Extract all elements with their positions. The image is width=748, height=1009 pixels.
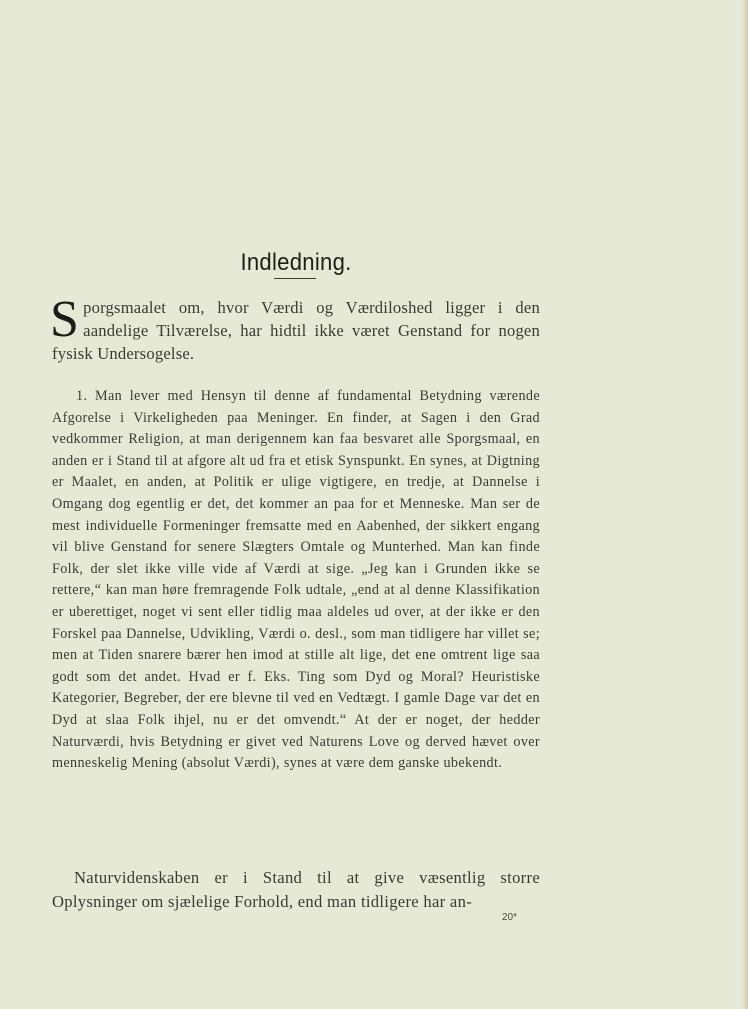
chapter-title: Indledning.: [240, 249, 352, 277]
title-divider: [274, 278, 316, 279]
drop-cap: S: [50, 291, 80, 348]
closing-text: Naturvidenskaben er i Stand til at give væsentlig storre Oplysninger om sjælelige Forhold, end man tidligere har an-: [52, 868, 540, 911]
page-edge-shadow: [742, 0, 748, 1009]
intro-paragraph: [50, 291, 540, 365]
intro-text: porgsmaalet om, hvor Værdi og Værdiloshed ligger i den aandelige Tilværelse, har hidtil ikke været Genstand for nogen fysisk Undersogelse.: [52, 298, 540, 363]
signature-mark: 20*: [502, 912, 518, 923]
closing-paragraph: [52, 866, 540, 914]
section-1: [52, 386, 540, 775]
section-1-paragraph: 1. Man lever med Hensyn til denne af fundamental Betydning værende Afgorelse i Virkeligheden paa Meninger. En finder, at Sagen i den Grad vedkommer Religion, at man derigennem kan faa besvaret alle Sporgsmaal, en anden er i Stand til at afgore alt ud fra et etisk Synspunkt. En synes, at Digtning er Maalet, en anden, at Politik er ulige vigtigere, en tredje, at Dannelse i Omgang dog egentlig er det, det kommer an paa for et Menneske. Man ser de mest individuelle Formeninger fremsatte med en Aabenhed, der sikkert engang vil blive Genstand for senere Slægters Omtale og Munterhed. Man kan finde Folk, der slet ikke ville vide af Værdi at sige. „Jeg kan i Grunden ikke se rettere,“ kan man høre fremragende Folk udtale, „end at al denne Klassifikation er uberettiget, noget vi sent eller tidlig maa aldeles ud over, at der ikke er den Forskel paa Dannelse, Udvikling, Værdi o. desl., som man tidligere har villet se; men at Tiden snarere bærer hen imod at stille alt lige, det ene omtrent lige saa godt som det andet. Hvad er f. Eks. Ting som Dyd og Moral? Heuristiske Kategorier, Begreber, der ere blevne til ved en Vedtægt. I gamle Dage var det en Dyd at slaa Folk ihjel, nu er det omvendt.“ At der er noget, der hedder Naturværdi, hvis Betydning er givet ved Naturens Love og derved hævet over menneskelig Mening (absolut Værdi), synes at være dem ganske ubekendt.: [52, 388, 540, 772]
